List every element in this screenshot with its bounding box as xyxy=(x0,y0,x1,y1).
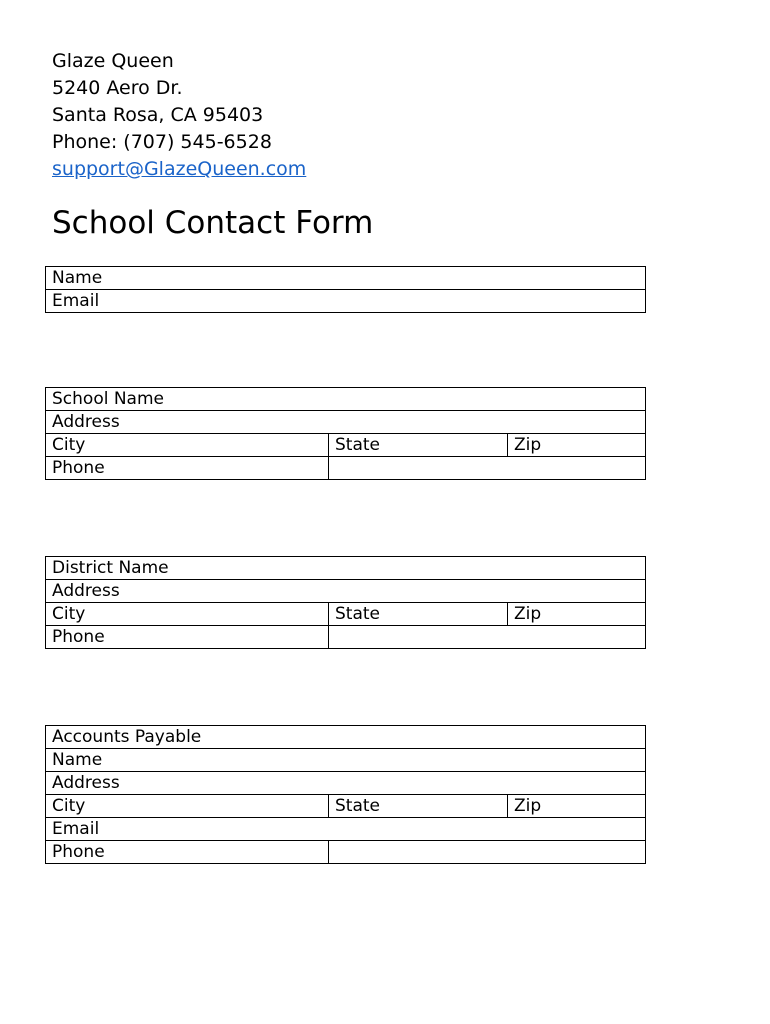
school-city-field[interactable]: City xyxy=(46,434,329,457)
school-state-field[interactable]: State xyxy=(329,434,508,457)
district-phone-extra-cell[interactable] xyxy=(329,626,646,649)
district-address-field[interactable]: Address xyxy=(46,580,646,603)
accounts-payable-table xyxy=(45,725,646,864)
contact-name-field[interactable]: Name xyxy=(46,267,646,290)
school-phone-field[interactable]: Phone xyxy=(46,457,329,480)
accounts-address-field[interactable]: Address xyxy=(46,772,646,795)
accounts-name-field[interactable]: Name xyxy=(46,749,646,772)
district-state-field[interactable]: State xyxy=(329,603,508,626)
company-street: 5240 Aero Dr. xyxy=(52,77,183,99)
district-phone-field[interactable]: Phone xyxy=(46,626,329,649)
school-phone-extra-cell[interactable] xyxy=(329,457,646,480)
school-name-field[interactable]: School Name xyxy=(46,388,646,411)
contact-email-field[interactable]: Email xyxy=(46,290,646,313)
company-header xyxy=(52,48,306,183)
contact-table xyxy=(45,266,646,313)
accounts-state-field[interactable]: State xyxy=(329,795,508,818)
company-name: Glaze Queen xyxy=(52,50,174,72)
school-zip-field[interactable]: Zip xyxy=(508,434,646,457)
accounts-phone-field[interactable]: Phone xyxy=(46,841,329,864)
district-table xyxy=(45,556,646,649)
accounts-city-field[interactable]: City xyxy=(46,795,329,818)
district-name-field[interactable]: District Name xyxy=(46,557,646,580)
accounts-zip-field[interactable]: Zip xyxy=(508,795,646,818)
company-phone: Phone: (707) 545-6528 xyxy=(52,131,272,153)
school-address-field[interactable]: Address xyxy=(46,411,646,434)
page-title: School Contact Form xyxy=(52,205,374,241)
school-table xyxy=(45,387,646,480)
company-city-line: Santa Rosa, CA 95403 xyxy=(52,104,264,126)
district-city-field[interactable]: City xyxy=(46,603,329,626)
accounts-email-field[interactable]: Email xyxy=(46,818,646,841)
district-zip-field[interactable]: Zip xyxy=(508,603,646,626)
company-email-link[interactable]: support@GlazeQueen.com xyxy=(52,158,307,180)
accounts-phone-extra-cell[interactable] xyxy=(329,841,646,864)
accounts-payable-heading: Accounts Payable xyxy=(46,726,646,749)
